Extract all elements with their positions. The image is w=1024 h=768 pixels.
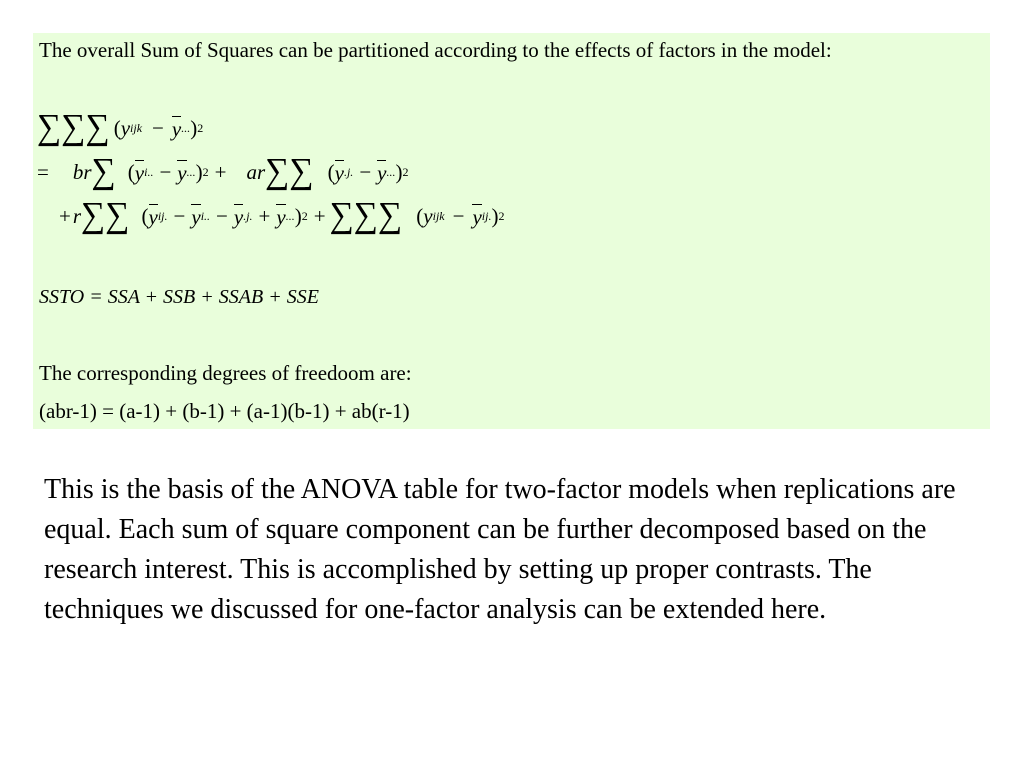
degrees-of-freedom-title: The corresponding degrees of freedoom are: <box>39 361 412 385</box>
intro-text: The overall Sum of Squares can be partitioned according to the effects of factors in the model: <box>39 38 832 62</box>
ssto-equation: SSTO = SSA + SSB + SSAB + SSE <box>39 286 319 308</box>
equation-total-ss: ∑∑∑ ( y ijk − y ... ) 2 <box>37 108 204 147</box>
degrees-of-freedom-equation: (abr-1) = (a-1) + (b-1) + (a-1)(b-1) + ab(r-1) <box>39 399 410 423</box>
explanation-paragraph: This is the basis of the ANOVA table for two-factor models when replications are equal. Each sum of square component can be further decomposed based on the research interest. This is accomplished by setting up proper contrasts. The techniques we discussed for one-factor analysis can be extended here. <box>44 474 956 625</box>
equation-factor-ss: = br ∑ ( y i.. − y ... ) 2 + ar ∑∑ ( y .j. − y ... ) 2 <box>37 152 409 191</box>
equation-interaction-error-ss: + r ∑∑ ( y ij. − y i.. − y .j. + y ... ) 2 + ∑∑∑ ( y ijk − y ij. ) 2 <box>59 196 505 235</box>
formula-panel <box>33 33 990 429</box>
